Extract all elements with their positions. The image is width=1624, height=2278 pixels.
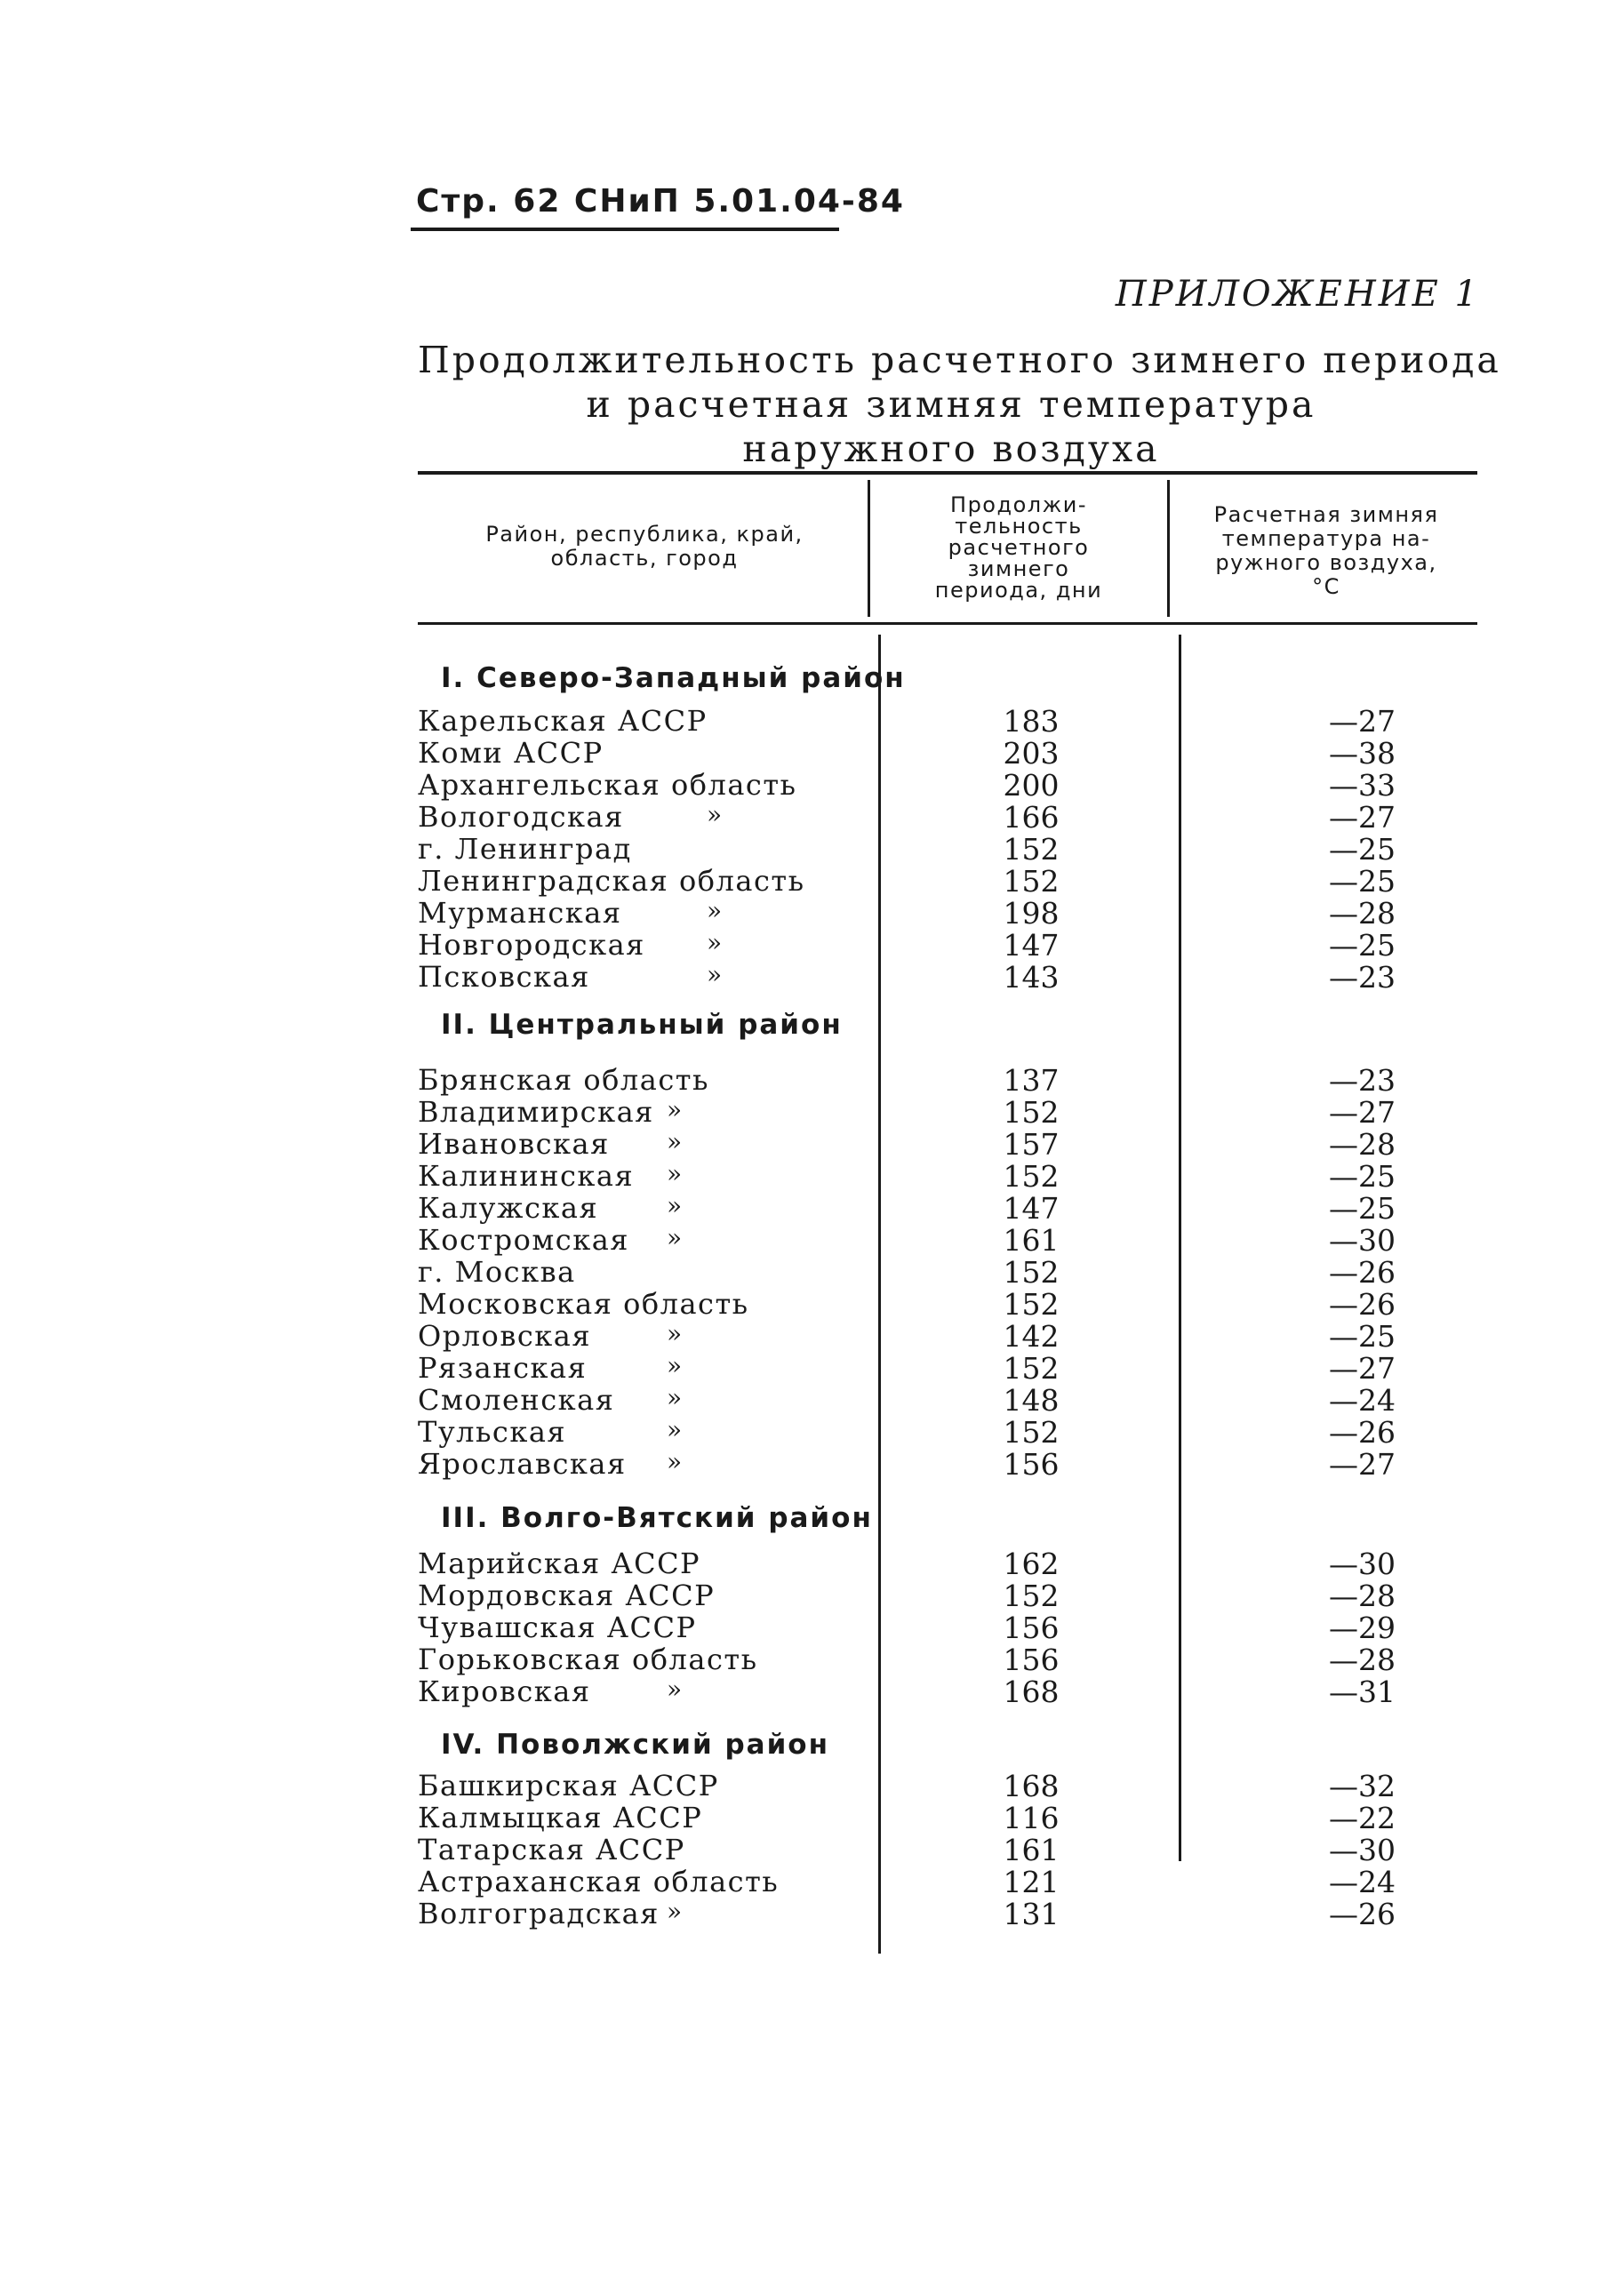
table-row [0,1643,1624,1675]
row-days: 137 [1003,1063,1060,1098]
row-days: 152 [1003,864,1060,899]
table-row [0,1769,1624,1801]
table-row [0,896,1624,931]
row-temperature: —23 [1329,960,1396,995]
row-name: Башкирская АССР [418,1769,719,1802]
ditto-mark: » [707,800,723,829]
ditto-mark: » [707,928,723,957]
row-name: Калининская [418,1159,635,1193]
table-row [0,1547,1624,1579]
ditto-mark: » [667,1159,683,1188]
row-days: 148 [1003,1383,1060,1418]
ditto-mark: » [667,1383,683,1412]
row-days: 168 [1003,1675,1060,1709]
row-days: 157 [1003,1127,1060,1162]
row-days: 168 [1003,1769,1060,1803]
header-bottom-rule [418,622,1477,625]
row-temperature: —30 [1329,1833,1396,1867]
row-days: 152 [1003,1287,1060,1322]
row-days: 198 [1003,896,1060,931]
table-row [0,1383,1624,1418]
row-days: 152 [1003,1415,1060,1450]
row-days: 131 [1003,1897,1060,1931]
header-rule [411,228,839,231]
row-days: 147 [1003,928,1060,963]
table-row [0,1095,1624,1130]
ditto-mark: » [667,1351,683,1380]
row-temperature: —24 [1329,1865,1396,1899]
ditto-mark: » [667,1675,683,1704]
row-name: Архангельская область [418,768,797,802]
row-name: Горьковская область [418,1643,758,1676]
row-days: 142 [1003,1319,1060,1354]
row-temperature: —22 [1329,1801,1396,1835]
row-temperature: —28 [1329,1643,1396,1677]
row-name: Костромская [418,1223,629,1257]
row-name: Марийская АССР [418,1547,701,1580]
row-days: 166 [1003,800,1060,835]
title-line: и расчетная зимняя температура [586,383,1316,426]
row-days: 121 [1003,1865,1060,1899]
row-temperature: —30 [1329,1547,1396,1581]
row-name: Владимирская [418,1095,654,1129]
row-name: Мордовская АССР [418,1579,716,1612]
column-header-duration: Продолжи- тельность расчетного зимнего периода, дни [934,492,1103,603]
row-days: 152 [1003,1579,1060,1613]
row-temperature: —25 [1329,832,1396,867]
row-days: 152 [1003,1159,1060,1194]
row-days: 152 [1003,832,1060,867]
row-temperature: —28 [1329,1579,1396,1613]
section-title: I. Северо-Западный район [441,662,906,694]
row-name: Орловская [418,1319,592,1353]
row-days: 152 [1003,1255,1060,1290]
row-name: Смоленская [418,1383,615,1417]
row-temperature: —30 [1329,1223,1396,1258]
section-title: IV. Поволжский район [441,1729,830,1761]
row-temperature: —27 [1329,1351,1396,1386]
column-header-temperature: Расчетная зимняя температура на- ружного воздуха, °С [1213,502,1439,599]
row-days: 161 [1003,1223,1060,1258]
row-name: Ленинградская область [418,864,805,898]
row-temperature: —33 [1329,768,1396,803]
row-temperature: —26 [1329,1255,1396,1290]
table-row [0,1319,1624,1354]
table-row [0,800,1624,835]
table-row [0,1447,1624,1482]
ditto-mark: » [667,1447,683,1476]
table-row [0,768,1624,803]
row-temperature: —25 [1329,1159,1396,1194]
row-days: 203 [1003,736,1060,771]
table-row [0,1159,1624,1194]
row-name: г. Ленинград [418,832,632,866]
row-temperature: —27 [1329,800,1396,835]
appendix-label: ПРИЛОЖЕНИЕ 1 [1115,274,1480,315]
title-line: Продолжительность расчетного зимнего периода [418,339,1501,381]
row-name: Карельская АССР [418,704,708,738]
row-name: Кировская [418,1675,591,1708]
row-temperature: —27 [1329,1095,1396,1130]
table-row [0,1833,1624,1865]
row-name: Калужская [418,1191,599,1225]
page-header: Стр. 62 СНиП 5.01.04-84 [416,183,905,220]
row-name: Московская область [418,1287,749,1321]
ditto-mark: » [667,1415,683,1444]
row-days: 156 [1003,1643,1060,1677]
table-row [0,1191,1624,1226]
table-row [0,832,1624,867]
row-name: Вологодская [418,800,624,834]
ditto-mark: » [667,1191,683,1220]
row-temperature: —38 [1329,736,1396,771]
ditto-mark: » [667,1223,683,1252]
row-name: Ивановская [418,1127,610,1161]
row-temperature: —26 [1329,1415,1396,1450]
table-row [0,1127,1624,1162]
row-days: 143 [1003,960,1060,995]
table-row [0,1611,1624,1643]
row-name: Мурманская [418,896,622,930]
row-temperature: —25 [1329,864,1396,899]
row-temperature: —29 [1329,1611,1396,1645]
table-row [0,1579,1624,1611]
row-days: 156 [1003,1611,1060,1645]
row-name: г. Москва [418,1255,576,1289]
row-temperature: —26 [1329,1897,1396,1931]
row-temperature: —26 [1329,1287,1396,1322]
row-temperature: —31 [1329,1675,1396,1709]
section-title: III. Волго-Вятский район [441,1502,873,1534]
column-header-region: Район, республика, край, область, город [485,522,804,571]
row-days: 200 [1003,768,1060,803]
ditto-mark: » [707,960,723,989]
table-top-rule [418,471,1477,475]
row-temperature: —25 [1329,1191,1396,1226]
row-temperature: —28 [1329,896,1396,931]
row-temperature: —27 [1329,704,1396,739]
row-days: 116 [1003,1801,1060,1835]
row-name: Астраханская область [418,1865,780,1898]
table-title [418,338,1501,471]
ditto-mark: » [667,1897,683,1926]
row-days: 162 [1003,1547,1060,1581]
row-name: Волгоградская [418,1897,660,1930]
table-row [0,1415,1624,1450]
row-days: 183 [1003,704,1060,739]
table-row [0,928,1624,963]
row-days: 152 [1003,1351,1060,1386]
row-name: Брянская область [418,1063,709,1097]
table-row [0,1675,1624,1707]
table-row [0,1063,1624,1098]
row-temperature: —24 [1329,1383,1396,1418]
row-name: Ярославская [418,1447,627,1481]
row-days: 156 [1003,1447,1060,1482]
ditto-mark: » [707,896,723,925]
row-days: 161 [1003,1833,1060,1867]
table-row [0,864,1624,899]
row-days: 147 [1003,1191,1060,1226]
row-temperature: —32 [1329,1769,1396,1803]
title-line: наружного воздуха [742,428,1160,470]
row-name: Коми АССР [418,736,604,770]
table-row [0,1287,1624,1322]
header-divider-2 [1167,480,1170,617]
table-row [0,1223,1624,1258]
row-name: Новгородская [418,928,645,962]
section-title: II. Центральный район [441,1009,843,1041]
row-temperature: —28 [1329,1127,1396,1162]
row-days: 152 [1003,1095,1060,1130]
table-row [0,1255,1624,1290]
row-name: Рязанская [418,1351,588,1385]
ditto-mark: » [667,1127,683,1156]
table-row [0,736,1624,771]
ditto-mark: » [667,1319,683,1348]
row-name: Псковская [418,960,590,994]
row-temperature: —25 [1329,928,1396,963]
ditto-mark: » [667,1095,683,1124]
table-row [0,1801,1624,1833]
table-row [0,1351,1624,1386]
header-divider-1 [868,480,870,617]
row-name: Тульская [418,1415,567,1449]
row-name: Татарская АССР [418,1833,685,1866]
table-row [0,960,1624,995]
table-row [0,1865,1624,1897]
row-name: Калмыцкая АССР [418,1801,703,1834]
row-temperature: —25 [1329,1319,1396,1354]
table-row [0,704,1624,739]
row-temperature: —23 [1329,1063,1396,1098]
table-row [0,1897,1624,1929]
row-name: Чувашская АССР [418,1611,697,1644]
row-temperature: —27 [1329,1447,1396,1482]
